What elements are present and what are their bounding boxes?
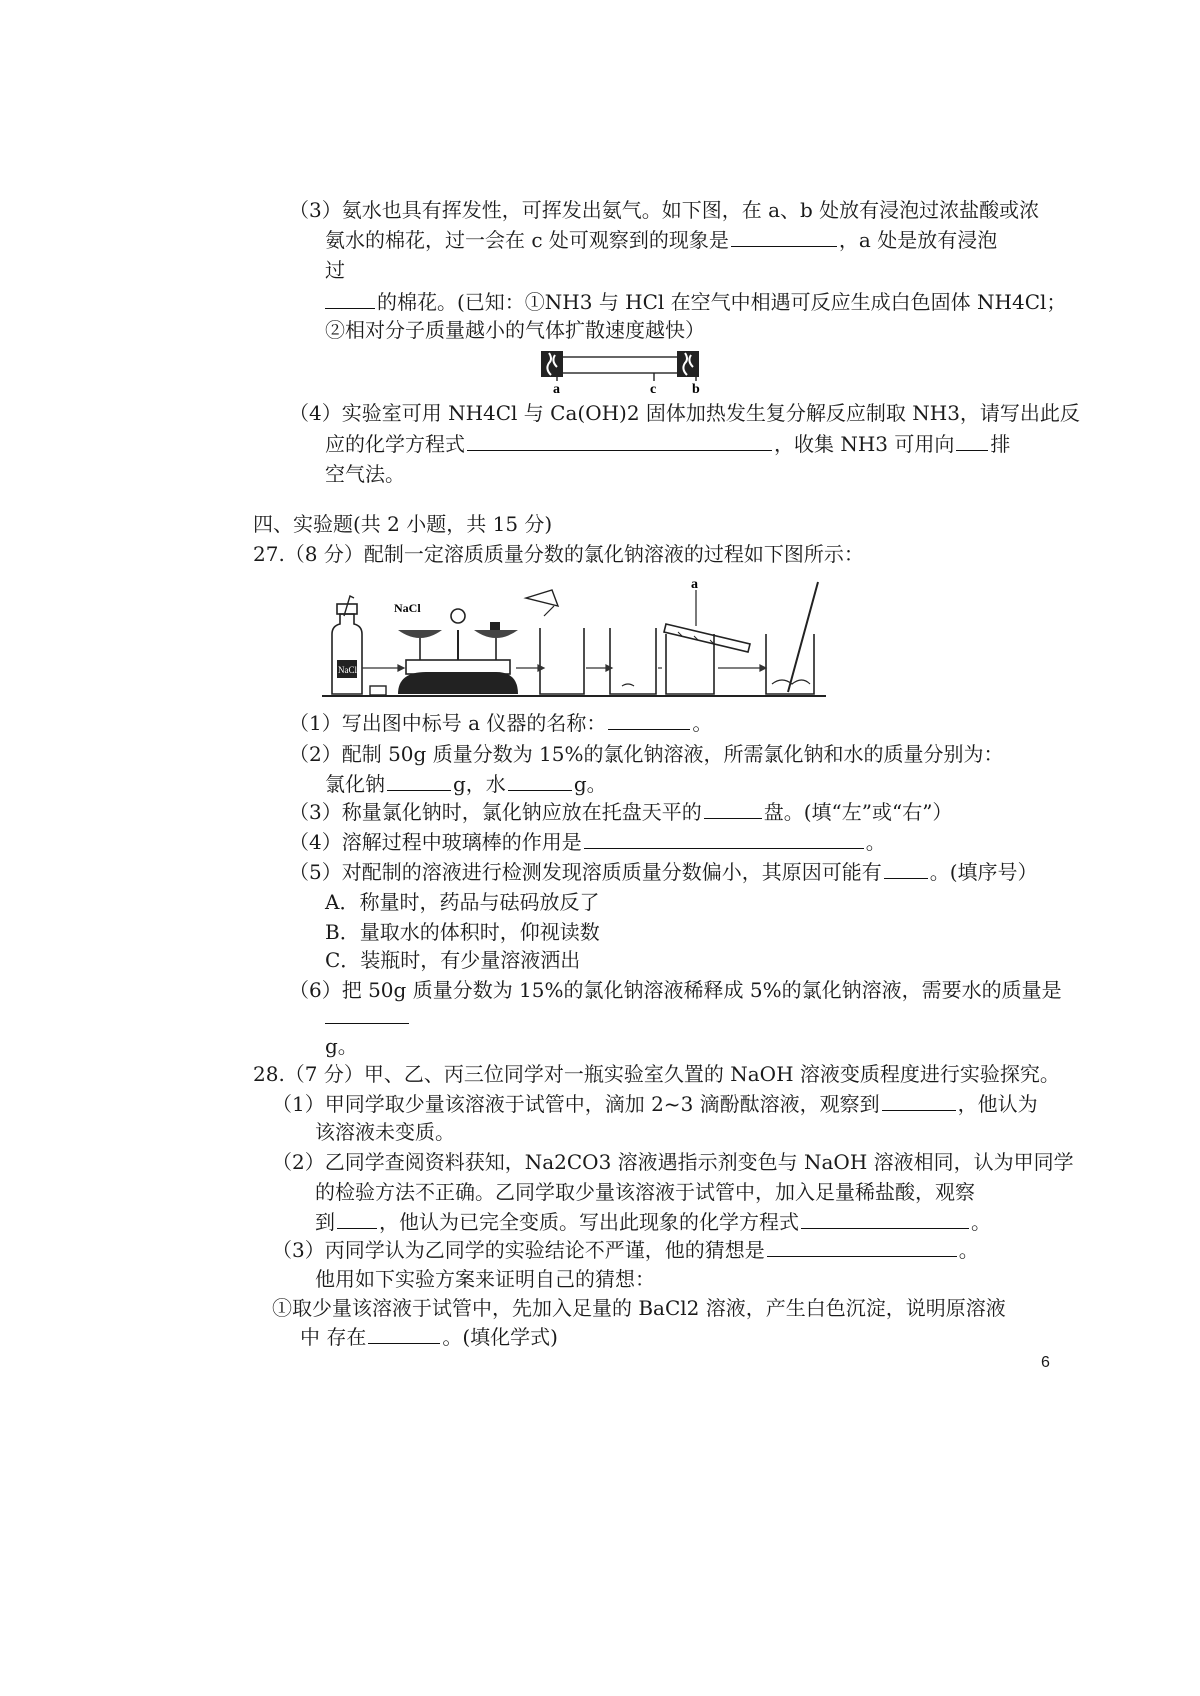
section-heading: 四、实验题(共 2 小题，共 15 分) xyxy=(253,512,553,536)
answer-blank[interactable] xyxy=(467,430,772,451)
q28-p3-text: （3）丙同学认为乙同学的实验结论不严谨，他的猜想是 xyxy=(272,1238,765,1262)
answer-blank[interactable] xyxy=(801,1208,969,1229)
balance xyxy=(394,601,518,694)
q26-p3-line2-tail: ，a 处是放有浸泡 xyxy=(838,228,998,252)
label-c: c xyxy=(650,382,657,395)
q28-p1-text: （1）甲同学取少量该溶液于试管中，滴加 2~3 滴酚酞溶液，观察到 xyxy=(272,1092,880,1116)
beaker-2 xyxy=(610,628,656,694)
page-number: 6 xyxy=(1041,1354,1050,1371)
label-a: a xyxy=(691,577,698,592)
q27-p5-tail: 。(填序号） xyxy=(929,860,1038,884)
q27-option-b: B．量取水的体积时，仰视读数 xyxy=(325,920,600,944)
q27-p2-text2: g，水 xyxy=(453,772,506,796)
answer-blank[interactable] xyxy=(325,288,375,309)
q27-p3-text: （3）称量氯化钠时，氯化钠应放在托盘天平的 xyxy=(289,800,702,824)
q28-p2-text2: ，他认为已完全变质。写出此现象的化学方程式 xyxy=(379,1210,799,1234)
q28-p2-text3: 。 xyxy=(971,1210,991,1234)
q27-option-a: A．称量时，药品与砝码放反了 xyxy=(325,890,600,914)
q27-p4-text: （4）溶解过程中玻璃棒的作用是 xyxy=(289,830,582,854)
q27-p3-tail: 盘。(填“左”或“右”） xyxy=(763,800,953,824)
q27-p1 xyxy=(289,709,712,737)
answer-blank[interactable] xyxy=(508,770,572,791)
q27-p2-text3: g。 xyxy=(573,772,607,796)
q27-p6-end: g。 xyxy=(325,1034,358,1058)
label-a: a xyxy=(553,382,560,395)
q28-p1-line2: 该溶液未变质。 xyxy=(315,1120,455,1144)
q27-p4-tail: 。 xyxy=(865,830,886,854)
q27-p6-blank-line xyxy=(325,1003,411,1031)
stopper-left xyxy=(541,351,563,377)
q27-p1-tail: 。 xyxy=(692,711,713,735)
answer-blank[interactable] xyxy=(767,1236,957,1257)
q26-p4-line3: 空气法。 xyxy=(325,462,405,486)
answer-blank[interactable] xyxy=(884,858,928,879)
q27-p2-line2 xyxy=(325,770,607,798)
reagent-bottle xyxy=(332,596,362,694)
q26-p4-line2-tail: 排 xyxy=(990,432,1011,456)
q27-p5 xyxy=(289,858,1038,886)
q26-p3-line2 xyxy=(325,226,997,254)
q28-p3 xyxy=(272,1236,979,1264)
glass-tube-figure xyxy=(535,343,715,395)
flow-arrows xyxy=(362,665,766,671)
right-pan xyxy=(474,630,518,638)
beaker-1 xyxy=(526,590,584,694)
q26-p4-line1: （4）实验室可用 NH4Cl 与 Ca(OH)2 固体加热发生复分解反应制取 NH3，请写出此反 xyxy=(289,401,1080,425)
q27-p2: （2）配制 50g 质量分数为 15%的氯化钠溶液，所需氯化钠和水的质量分别为： xyxy=(289,742,1004,766)
q28-stem: 28.（7 分）甲、乙、丙三位同学对一瓶实验室久置的 NaOH 溶液变质程度进行实验探究。 xyxy=(253,1062,1060,1086)
answer-blank[interactable] xyxy=(368,1323,440,1344)
q28-p2: （2）乙同学查阅资料获知，Na2CO3 溶液遇指示剂变色与 NaOH 溶液相同，认为甲同学 xyxy=(272,1150,1074,1174)
answer-blank[interactable] xyxy=(704,798,762,819)
answer-blank[interactable] xyxy=(731,226,837,247)
answer-blank[interactable] xyxy=(387,770,451,791)
q26-p3-line5: ②相对分子质量越小的气体扩散速度越快） xyxy=(325,318,705,342)
q26-p4-line2-mid: ，收集 NH3 可用向 xyxy=(774,432,955,456)
q26-p3-line4-text: 的棉花。(已知：①NH3 与 HCl 在空气中相遇可反应生成白色固体 NH4Cl； xyxy=(377,290,1067,314)
q28-step1-line2 xyxy=(300,1323,558,1351)
answer-blank[interactable] xyxy=(956,430,988,451)
answer-blank[interactable] xyxy=(337,1208,377,1229)
q28-p1 xyxy=(272,1090,1038,1118)
q26-p3-line1: （3）氨水也具有挥发性，可挥发出氨气。如下图，在 a、b 处放有浸泡过浓盐酸或浓 xyxy=(289,198,1040,222)
answer-blank[interactable] xyxy=(882,1090,956,1111)
q27-p4 xyxy=(289,828,886,856)
q28-p2-line2: 的检验方法不正确。乙同学取少量该溶液于试管中，加入足量稀盐酸，观察 xyxy=(315,1180,975,1204)
solution-prep-figure xyxy=(318,576,830,702)
q27-p3 xyxy=(289,798,952,826)
q28-p2-line3 xyxy=(315,1208,991,1236)
measuring-cylinder xyxy=(664,624,750,652)
q28-step1: ①取少量该溶液于试管中，先加入足量的 BaCl2 溶液，产生白色沉淀，说明原溶液 xyxy=(272,1296,1006,1320)
q27-option-c: C．装瓶时，有少量溶液洒出 xyxy=(325,948,581,972)
q26-p3-line4 xyxy=(325,288,1066,316)
label-b: b xyxy=(692,382,700,395)
q27-p6: （6）把 50g 质量分数为 15%的氯化钠溶液稀释成 5%的氯化钠溶液，需要水的质量是 xyxy=(289,978,1062,1002)
q28-step1-tail: 。(填化学式) xyxy=(442,1325,558,1349)
q27-p1-text: （1）写出图中标号 a 仪器的名称： xyxy=(289,711,607,735)
bottle-label-text: NaCl xyxy=(338,665,357,675)
q26-p3-line2-text: 氨水的棉花，过一会在 c 处可观察到的现象是 xyxy=(325,228,729,252)
q27-stem: 27.（8 分）配制一定溶质质量分数的氯化钠溶液的过程如下图所示： xyxy=(253,542,864,566)
q28-p2-text1: 到 xyxy=(315,1210,335,1234)
q27-p2-text1: 氯化钠 xyxy=(325,772,385,796)
answer-blank[interactable] xyxy=(325,1003,409,1024)
answer-blank[interactable] xyxy=(584,828,864,849)
weight-block xyxy=(370,686,386,695)
q28-p3-line2: 他用如下实验方案来证明自己的猜想： xyxy=(315,1267,655,1291)
nacl-label: NaCl xyxy=(394,601,421,615)
q26-p3-line3: 过 xyxy=(325,258,345,282)
beaker-3 xyxy=(664,577,750,694)
left-pan xyxy=(398,630,442,638)
q28-p1-tail: ，他认为 xyxy=(957,1092,1038,1116)
q28-step1-text: 中 存在 xyxy=(300,1325,367,1349)
beaker-4 xyxy=(766,582,818,694)
q26-p4-line2 xyxy=(325,430,1010,458)
q26-p4-line2-text: 应的化学方程式 xyxy=(325,432,465,456)
answer-blank[interactable] xyxy=(608,709,690,730)
q27-p5-text: （5）对配制的溶液进行检测发现溶质质量分数偏小，其原因可能有 xyxy=(289,860,882,884)
q28-p3-tail: 。 xyxy=(958,1238,979,1262)
